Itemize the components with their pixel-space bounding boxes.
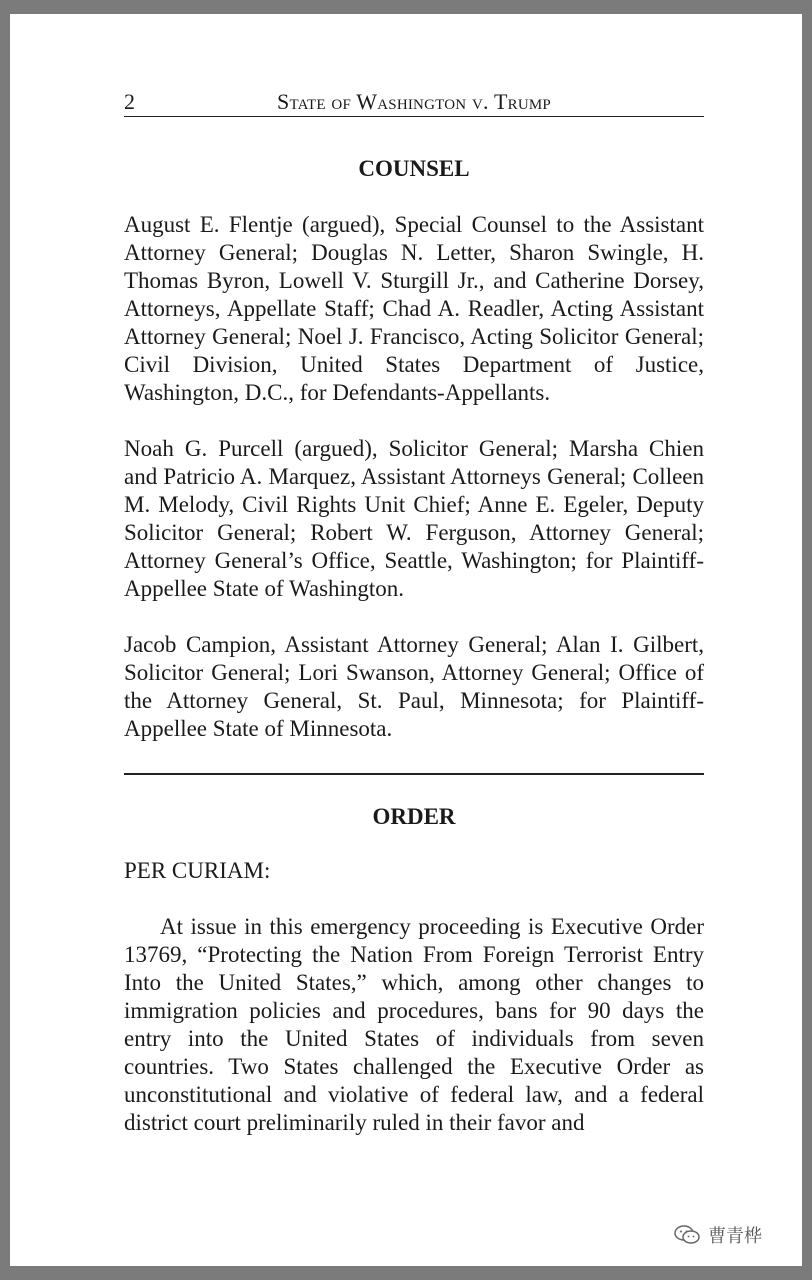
order-body-paragraph: At issue in this emergency proceeding is Executive Order 13769, “Protecting the Nation From Foreign Terrorist Entry Into the United States,” which, among other changes to immigration policies and procedures, bans for 90 days the entry into the United States of individuals from seven countries. Two States challenged the Executive Order as unconstitutional and violative of federal law, and a federal district court preliminarily ruled in their favor and [124,914,704,1135]
page-content [124,88,704,1137]
counsel-paragraph-appellants: August E. Flentje (argued), Special Counsel to the Assistant Attorney General; Douglas N. Letter, Sharon Swingle, H. Thomas Byron, Lowell V. Sturgill Jr., and Catherine Dorsey, Attorneys, Appellate Staff; Chad A. Readler, Acting Assistant Attorney General; Noel J. Francisco, Acting Solicitor General; Civil Division, United States Department of Justice, Washington, D.C., for Defendants-Appellants. [124,212,704,405]
counsel-paragraph-washington: Noah G. Purcell (argued), Solicitor General; Marsha Chien and Patricio A. Marquez, Assistant Attorneys General; Colleen M. Melody, Civil Rights Unit Chief; Anne E. Egeler, Deputy Solicitor General; Robert W. Ferguson, Attorney General; Attorney General’s Office, Seattle, Washington; for Plaintiff-Appellee State of Washington. [124,436,704,601]
per-curiam-label: PER CURIAM: [124,858,271,883]
wechat-icon [674,1225,700,1245]
document-page [10,14,802,1266]
order-heading: ORDER [372,804,456,829]
section-divider [124,773,704,775]
counsel-paragraph-minnesota: Jacob Campion, Assistant Attorney General; Alan I. Gilbert, Solicitor General; Lori Swanson, Attorney General; Office of the Attorney General, St. Paul, Minnesota; for Plaintiff-Appellee State of Minnesota. [124,632,704,741]
counsel-heading: COUNSEL [358,156,470,181]
page-number: 2 [124,89,135,114]
running-header [124,88,704,117]
watermark-text: 曹青桦 [708,1226,762,1247]
watermark [674,1222,762,1248]
case-title: State of Washington v. Trump [277,89,551,114]
